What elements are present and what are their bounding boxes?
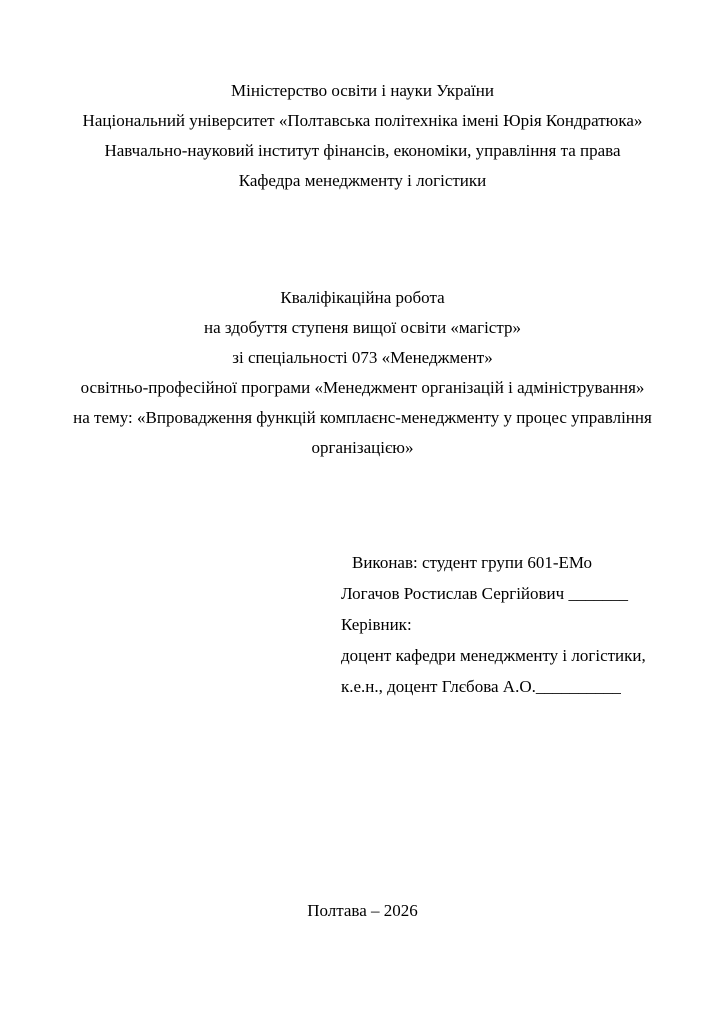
- department-line: Кафедра менеджменту і логістики: [238, 171, 487, 190]
- student-name-line: Логачов Ростислав Сергійович _______: [341, 584, 628, 603]
- supervisor-label-line: Керівник:: [341, 615, 412, 634]
- supervisor-name-line: к.е.н., доцент Глєбова А.О.__________: [341, 677, 621, 696]
- ministry-line: Міністерство освіти і науки України: [231, 81, 494, 100]
- university-line: Національний університет «Полтавська політехніка імені Юрія Кондратюка»: [82, 111, 643, 130]
- city-year-footer: [0, 896, 725, 926]
- supervisor-position-line: доцент кафедри менеджменту і логістики,: [341, 646, 646, 665]
- institution-header: [0, 76, 725, 196]
- executor-line: Виконав: студент групи 601-ЕМо: [352, 553, 593, 572]
- institute-line: Навчально-науковий інститут фінансів, економіки, управління та права: [104, 141, 621, 160]
- topic-line-2: організацією»: [311, 438, 414, 457]
- topic-line-1: на тему: «Впровадження функцій комплаєнс-менеджменту у процес управління: [73, 408, 652, 427]
- city-year-line: Полтава – 2026: [307, 901, 418, 920]
- program-line: освітньо-професійної програми «Менеджмент організацій і адміністрування»: [80, 378, 645, 397]
- author-block: [341, 547, 671, 702]
- thesis-title-block: [0, 283, 725, 463]
- work-type-line: Кваліфікаційна робота: [280, 288, 445, 307]
- specialty-line: зі спеціальності 073 «Менеджмент»: [232, 348, 493, 367]
- degree-line: на здобуття ступеня вищої освіти «магістр»: [204, 318, 521, 337]
